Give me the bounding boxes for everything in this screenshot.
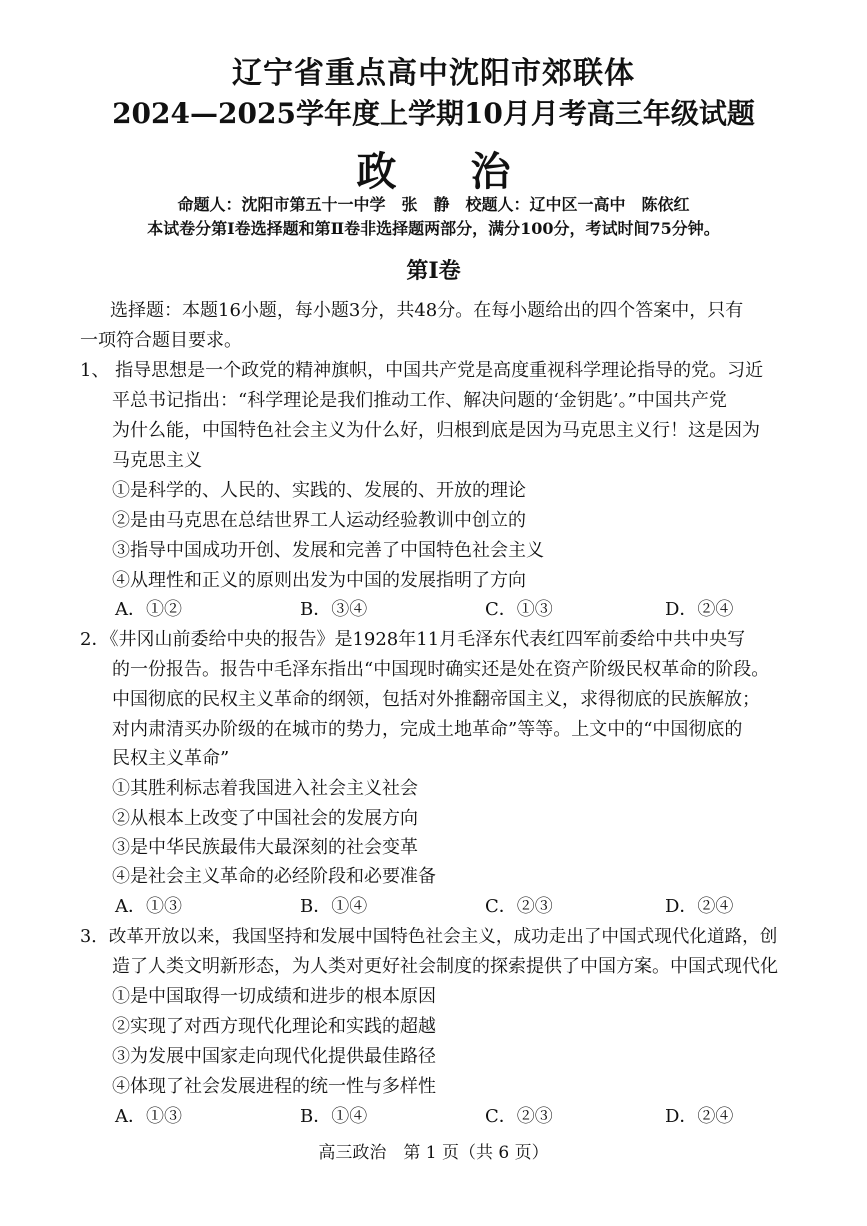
answer-option-c: C．②③ [485,1106,553,1127]
section-title: 第Ⅰ卷 [406,258,461,284]
answer-option-d: D．②④ [665,896,734,917]
question-stem-line: 中国彻底的民权主义革命的纲领，包括对外推翻帝国主义，求得彻底的民族解放； [112,689,760,710]
question-item: ③是中华民族最伟大最深刻的社会变革 [112,837,418,858]
answer-option-a: A．①③ [115,896,182,917]
exam-title-line2: 2024—2025学年度上学期10月月考高三年级试题 [112,97,755,130]
question-stem-line: 1、 指导思想是一个政党的精神旗帜，中国共产党是高度重视科学理论指导的党。习近 [80,360,764,381]
question-item: ②是由马克思在总结世界工人运动经验教训中创立的 [112,510,526,531]
answer-option-a: A．①③ [115,1106,182,1127]
question-item: ①是科学的、人民的、实践的、发展的、开放的理论 [112,480,526,501]
answer-option-b: B．①④ [300,1106,368,1127]
question-stem-line: 3．改革开放以来，我国坚持和发展中国特色社会主义，成功走出了中国式现代化道路，创 [80,927,778,947]
question-stem-line: 造了人类文明新形态，为人类对更好社会制度的探索提供了中国方案。中国式现代化 [112,956,778,977]
question-item: ④从理性和正义的原则出发为中国的发展指明了方向 [112,570,526,591]
exam-title-line1: 辽宁省重点高中沈阳市郊联体 [232,56,635,91]
question-item: ④体现了社会发展进程的统一性与多样性 [112,1076,436,1097]
question-stem-line: 平总书记指出：“科学理论是我们推动工作、解决问题的‘金钥匙’。”中国共产党 [112,390,727,411]
question-item: ②从根本上改变了中国社会的发展方向 [112,808,418,829]
question-item: ③指导中国成功开创、发展和完善了中国特色社会主义 [112,540,544,561]
page-footer: 高三政治 第 1 页（共 6 页） [318,1143,549,1163]
question-stem-line: 2．《井冈山前委给中央的报告》是1928年11月毛泽东代表红四军前委给中共中央写 [80,629,746,650]
answer-option-d: D．②④ [665,599,734,620]
question-item: ③为发展中国家走向现代化提供最佳路径 [112,1046,436,1067]
instruction-line: 选择题：本题16小题，每小题3分，共48分。在每小题给出的四个答案中，只有 [110,300,744,321]
subject-title: 政 治 [356,148,541,195]
question-stem-line: 对内肃清买办阶级的在城市的势力，完成土地革命”等等。上文中的“中国彻底的 [112,719,743,740]
answer-option-b: B．③④ [300,599,368,620]
question-item: ④是社会主义革命的必经阶段和必要准备 [112,866,436,887]
answer-option-d: D．②④ [665,1106,734,1127]
question-stem-line: 的一份报告。报告中毛泽东指出“中国现时确实还是处在资产阶级民权革命的阶段。 [112,659,770,680]
answer-option-c: C．①③ [485,599,553,620]
question-stem-line: 为什么能，中国特色社会主义为什么好，归根到底是因为马克思主义行！这是因为 [112,420,760,441]
question-item: ①其胜利标志着我国进入社会主义社会 [112,778,418,799]
answer-option-b: B．①④ [300,896,368,917]
question-item: ①是中国取得一切成绩和进步的根本原因 [112,986,436,1007]
question-stem-line: 民权主义革命” [112,748,230,769]
exam-info-line: 本试卷分第Ⅰ卷选择题和第Ⅱ卷非选择题两部分，满分100分，考试时间75分钟。 [147,219,720,238]
authors-line: 命题人：沈阳市第五十一中学 张 静 校题人：辽中区一高中 陈依红 [177,195,690,214]
answer-option-a: A．①② [115,599,182,620]
instruction-line: 一项符合题目要求。 [80,330,242,351]
question-item: ②实现了对西方现代化理论和实践的超越 [112,1016,436,1037]
answer-option-c: C．②③ [485,896,553,917]
question-stem-line: 马克思主义 [112,450,202,471]
